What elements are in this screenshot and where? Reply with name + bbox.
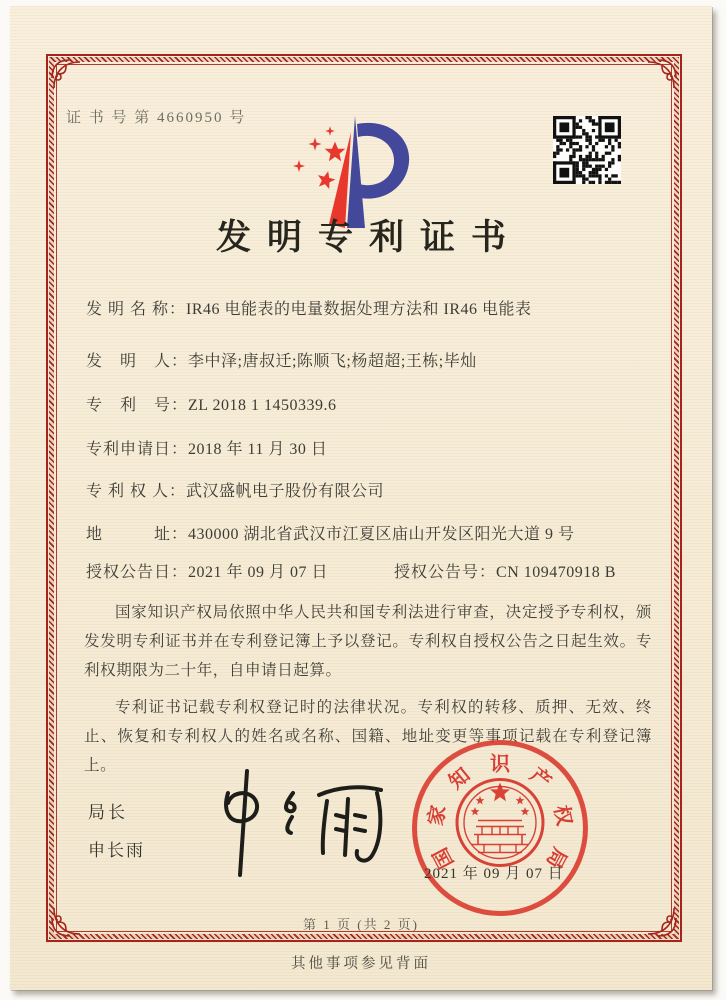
logo-star [315,169,337,190]
field-label: 发 明 名 称： [86,301,187,318]
seal-ring-char: 国 [429,843,459,872]
field-patent-number [86,392,336,415]
field-label: 授权公告日： [86,564,189,581]
seal-ring-char: 识 [490,753,510,776]
field-label: 专利申请日： [86,441,189,458]
signature-graphic [195,763,405,888]
logo-sparkle [293,160,305,172]
field-patentee [86,478,384,501]
field-inventors [86,348,477,371]
page-number: 第 1 页 (共 2 页) [303,917,419,932]
field-label: 授权公告号： [394,564,497,581]
field-label: 专 利 号： [86,397,189,414]
frame-corner-ornament [644,58,678,92]
field-label: 发 明 人： [86,353,189,370]
field-address [86,521,575,544]
seal-date: 2021 年 09 月 07 日 [424,866,564,882]
seal-ring-char: 权 [549,803,576,828]
official-seal [412,740,588,916]
officer-name-label: 申长雨 [88,841,145,860]
field-invention-name [86,296,532,319]
field-value: 2018 年 11 月 30 日 [188,441,328,458]
field-value: 2021 年 09 月 07 日 [188,564,329,581]
field-grant-row [86,559,616,582]
frame-corner-ornament [50,58,84,92]
field-value: ZL 2018 1 1450339.6 [188,397,337,414]
legal-paragraph: 国家知识产权局依照中华人民共和国专利法进行审查，决定授予专利权，颁发发明专利证书并在专利登记簿上予以登记。专利权自授权公告之日起生效。专利权期限为二十年，自申请日起算。 [84,604,652,679]
seal-ring-char: 知 [445,764,475,794]
field-value: 430000 湖北省武汉市江夏区庙山开发区阳光大道 9 号 [188,526,575,543]
certificate-number: 证 书 号 第 4660950 号 [66,110,247,126]
certificate-title: 发明专利证书 [215,218,522,257]
logo-sparkle [325,126,335,136]
seal-ring-char: 家 [424,803,451,828]
seal-ring-char: 局 [541,843,571,872]
field-filing-date [86,436,327,459]
field-value: 李中泽;唐叔迁;陈顺飞;杨超超;王栋;毕灿 [188,353,477,370]
field-label: 地 址： [86,526,189,543]
logo-sparkle [308,137,321,150]
legal-paragraph: 专利证书记载专利权登记时的法律状况。专利权的转移、质押、无效、终止、恢复和专利权人的姓名或名称、国籍、地址变更等事项记载在专利登记簿上。 [84,699,652,774]
officer-role-label: 局长 [88,803,128,822]
back-side-note: 其他事项参见背面 [291,956,431,972]
field-value: IR46 电能表的电量数据处理方法和 IR46 电能表 [186,301,532,318]
field-value: CN 109470918 B [496,564,616,581]
certificate-paper [10,6,712,990]
logo-star [325,142,346,162]
qr-code [553,116,621,184]
field-value: 武汉盛帆电子股份有限公司 [186,483,385,500]
field-label: 专 利 权 人： [86,483,187,500]
seal-ring-char: 产 [525,764,555,794]
logo-p-bowl [357,123,409,199]
